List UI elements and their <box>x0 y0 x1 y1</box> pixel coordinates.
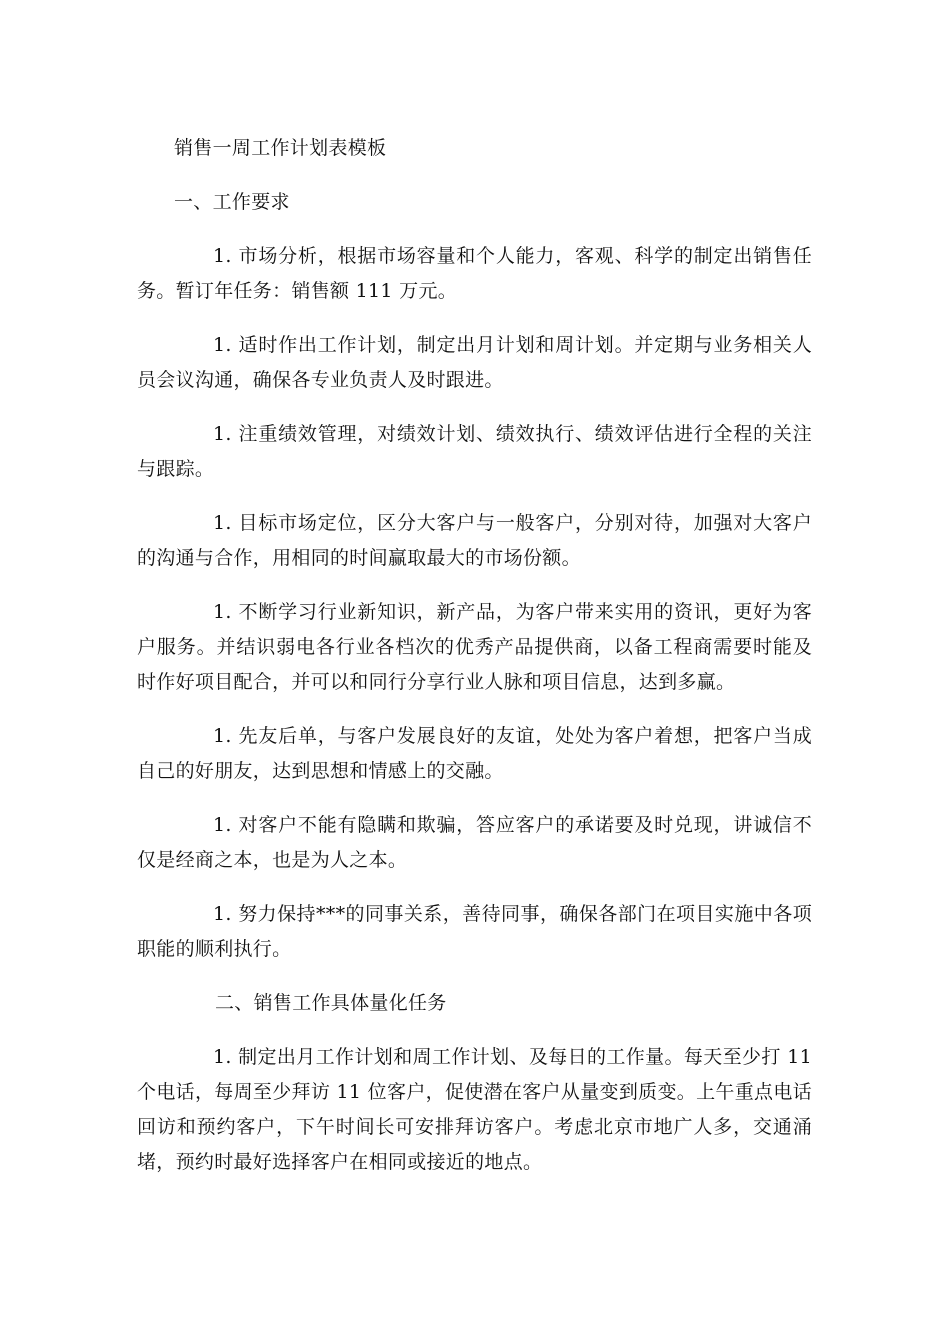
paragraph-colleagues: 1. 努力保持***的同事关系，善待同事，确保各部门在项目实施中各项职能的顺利执行。 <box>137 903 812 960</box>
paragraph-learning: 1. 不断学习行业新知识，新产品，为客户带来实用的资讯，更好为客户服务。并结识弱电各行业各档次的优秀产品提供商，以备工程商需要时能及时作好项目配合，并可以和同行分享行业人脉和项目信息，达到多赢。 <box>137 601 812 693</box>
paragraph-daily-workload: 1. 制定出月工作计划和周工作计划、及每日的工作量。每天至少打 11 个电话，每周至少拜访 11 位客户，促使潜在客户从量变到质变。上午重点电话回访和预约客户，下午时间长可安排拜访客户。考虑北京市地广人多，交通涌堵，预约时最好选择客户在相同或接近的地点。 <box>137 1046 812 1173</box>
paragraph-performance: 1. 注重绩效管理，对绩效计划、绩效执行、绩效评估进行全程的关注与跟踪。 <box>137 423 812 480</box>
paragraph-target-market: 1. 目标市场定位，区分大客户与一般客户，分别对待，加强对大客户的沟通与合作，用相同的时间赢取最大的市场份额。 <box>137 512 812 569</box>
section-heading-requirements: 一、工作要求 <box>174 191 290 213</box>
paragraph-work-plan: 1. 适时作出工作计划，制定出月计划和周计划。并定期与业务相关人员会议沟通，确保各专业负责人及时跟进。 <box>137 334 812 391</box>
section-heading-quantified-tasks: 二、销售工作具体量化任务 <box>215 992 447 1014</box>
paragraph-market-analysis: 1. 市场分析，根据市场容量和个人能力，客观、科学的制定出销售任务。暂订年任务：销售额 111 万元。 <box>137 245 812 302</box>
document-body <box>137 131 812 1199</box>
paragraph-friendship: 1. 先友后单，与客户发展良好的友谊，处处为客户着想，把客户当成自己的好朋友，达到思想和情感上的交融。 <box>137 725 812 782</box>
document-title: 销售一周工作计划表模板 <box>174 137 387 159</box>
paragraph-honesty: 1. 对客户不能有隐瞒和欺骗，答应客户的承诺要及时兑现，讲诚信不仅是经商之本，也是为人之本。 <box>137 814 812 871</box>
